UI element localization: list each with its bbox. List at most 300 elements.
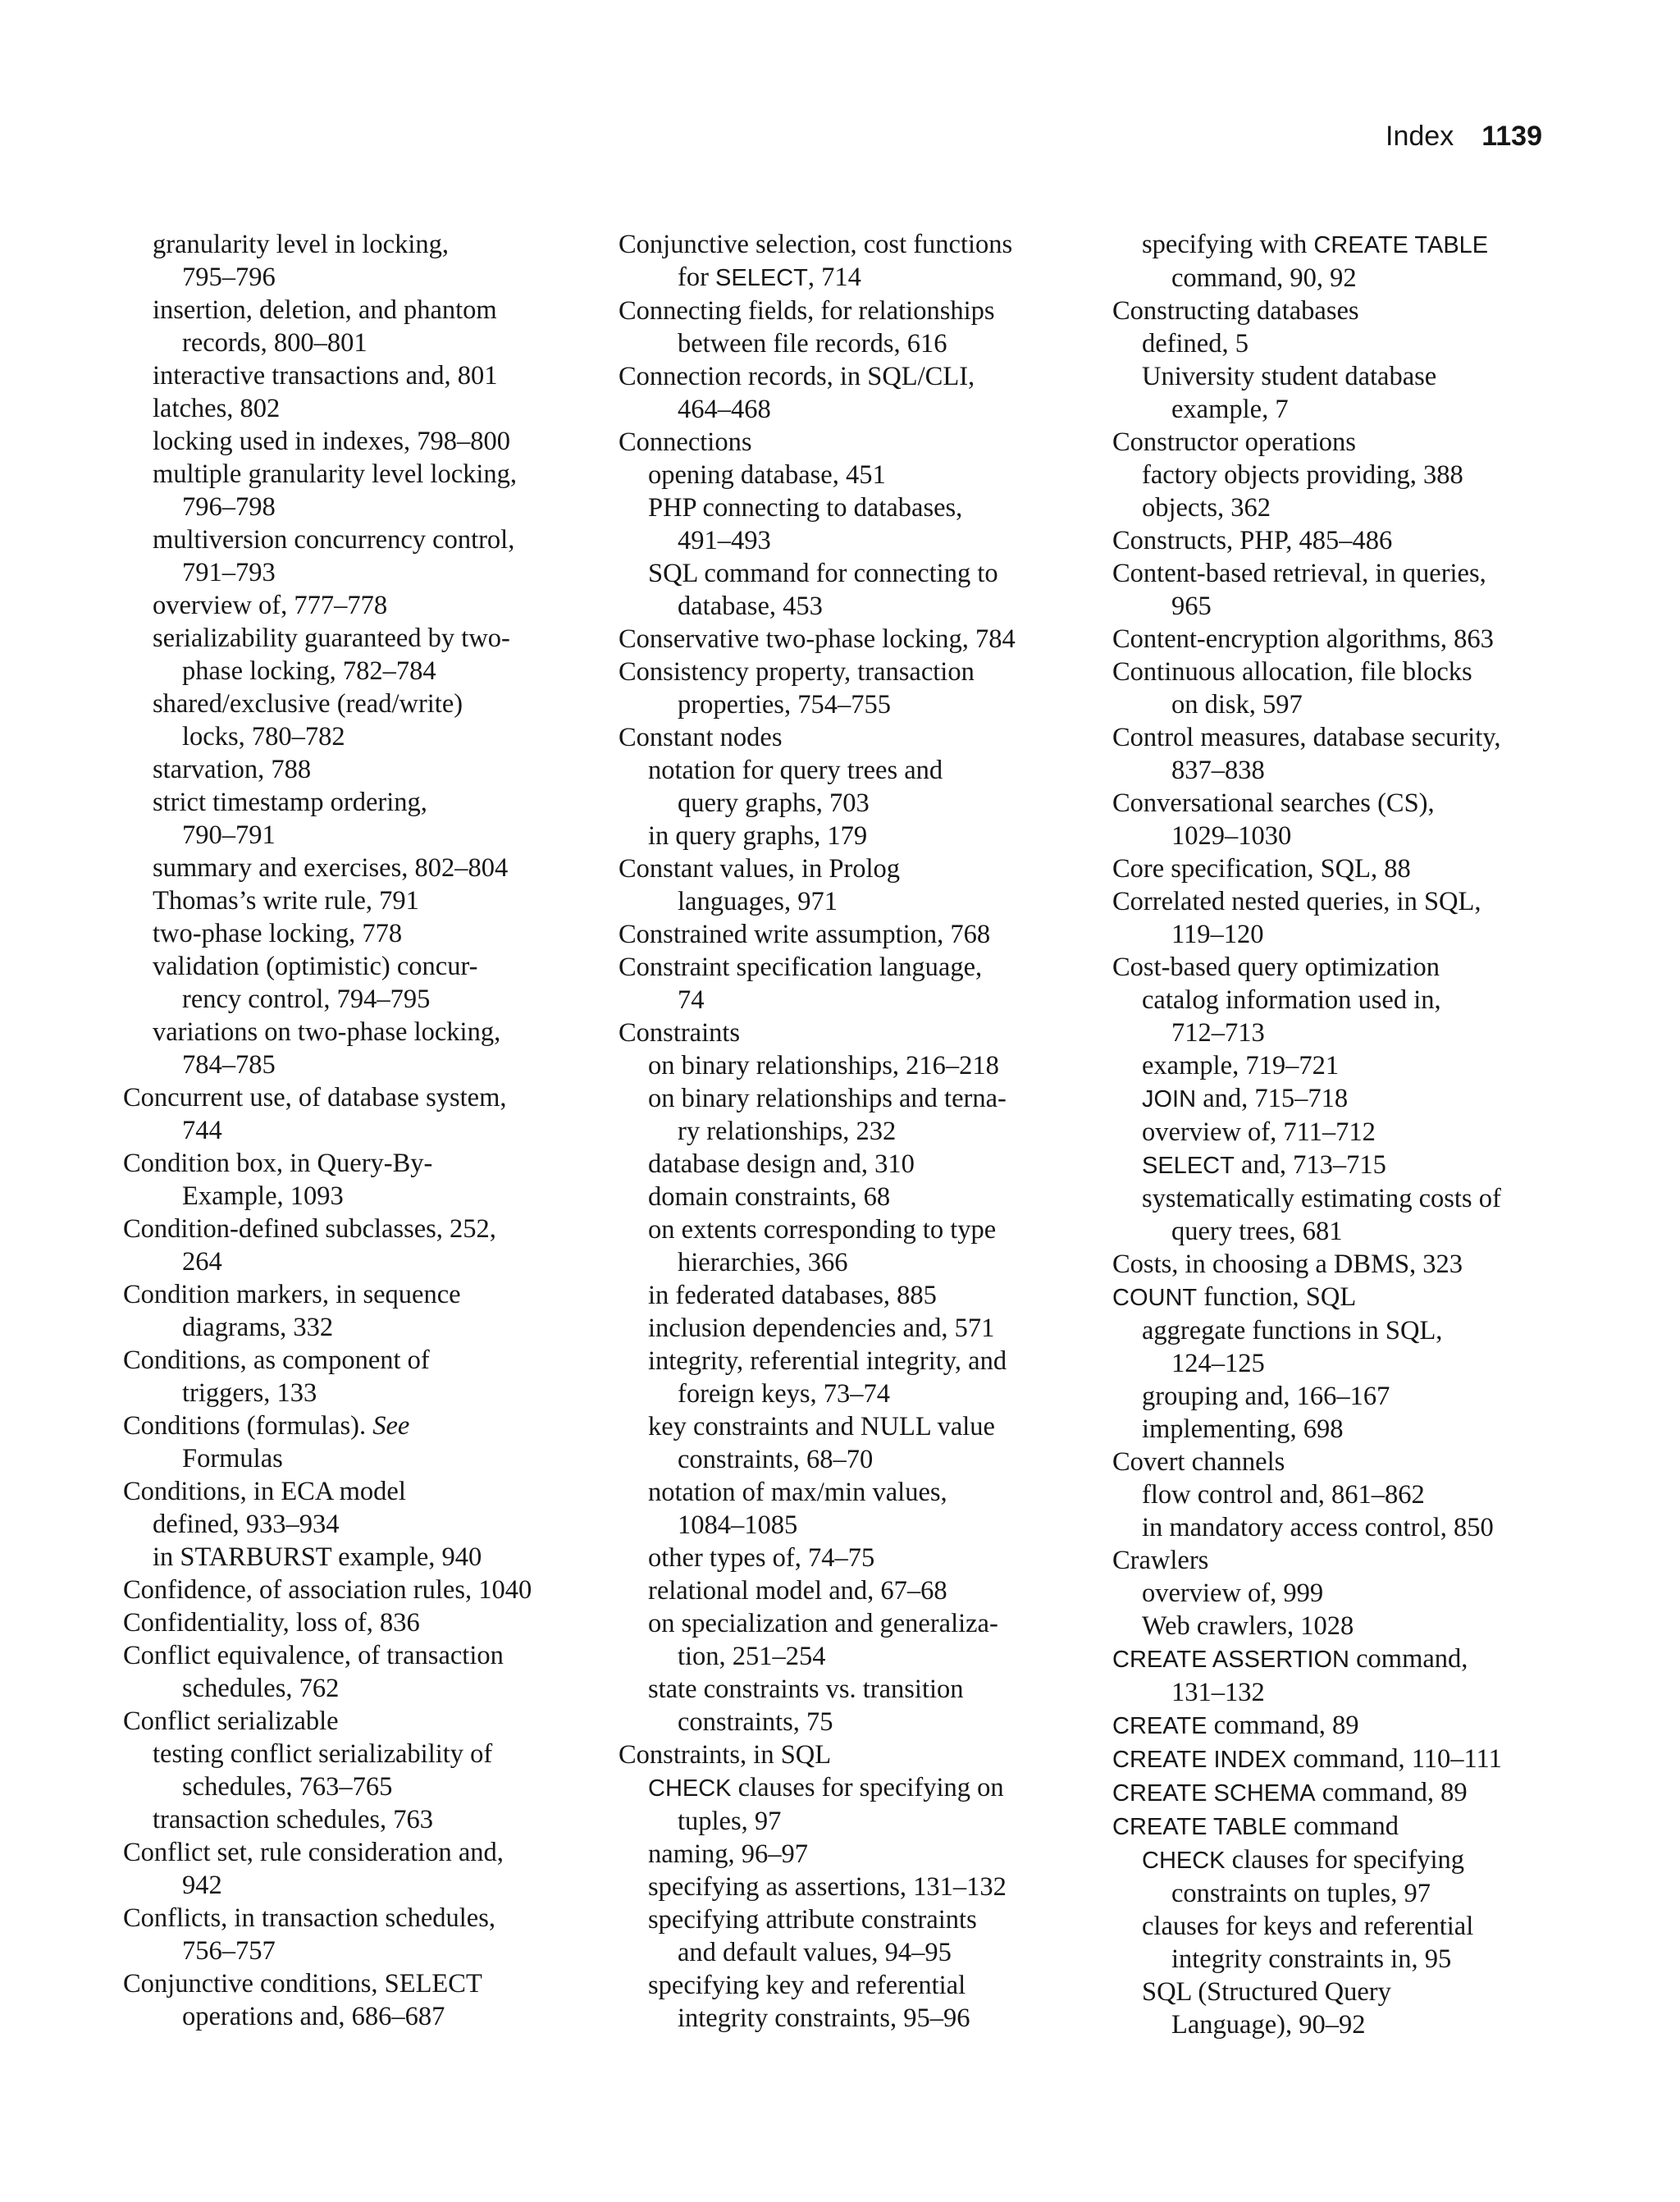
- entry-text: function, SQL: [1197, 1282, 1357, 1312]
- index-subentry: [123, 917, 591, 950]
- entry-text: Connections: [619, 427, 752, 457]
- page-number: 1139: [1481, 121, 1542, 152]
- entry-text: diagrams, 332: [182, 1313, 334, 1342]
- sql-keyword: COUNT: [1112, 1285, 1198, 1311]
- sql-keyword: CHECK: [648, 1775, 732, 1802]
- index-main-entry: [123, 1213, 591, 1245]
- index-subentry: [619, 1049, 1086, 1082]
- index-subentry: [619, 1673, 1086, 1706]
- index-entry-continuation: [123, 1770, 591, 1803]
- index-main-entry: [1112, 656, 1572, 688]
- index-main-entry: [1112, 557, 1572, 590]
- entry-text: starvation, 788: [153, 755, 312, 784]
- entry-text: other types of, 74–75: [648, 1543, 875, 1573]
- entry-text: Conflict set, rule consideration and,: [123, 1838, 504, 1867]
- index-subentry: [1112, 1314, 1572, 1347]
- entry-text: aggregate functions in SQL,: [1142, 1316, 1443, 1345]
- sql-keyword: CREATE SCHEMA: [1112, 1780, 1316, 1807]
- index-entry-continuation: [123, 1114, 591, 1147]
- entry-text: ry relationships, 232: [678, 1117, 897, 1146]
- entry-text: Conditions, in ECA model: [123, 1477, 406, 1506]
- entry-text: clauses for specifying on: [731, 1773, 1004, 1802]
- entry-text: properties, 754–755: [678, 690, 891, 720]
- entry-text: 756–757: [182, 1936, 276, 1966]
- entry-text: 1029–1030: [1171, 821, 1292, 851]
- index-main-entry: [1112, 1743, 1572, 1776]
- index-main-entry: [619, 295, 1086, 327]
- entry-text: factory objects providing, 388: [1142, 460, 1463, 490]
- entry-text: in query graphs, 179: [648, 821, 868, 851]
- entry-text: specifying key and referential: [648, 1971, 966, 2000]
- index-subentry: [1112, 984, 1572, 1016]
- entry-text: Control measures, database security,: [1112, 723, 1501, 752]
- sql-keyword: JOIN: [1142, 1086, 1197, 1112]
- entry-text: database, 453: [678, 592, 823, 621]
- index-main-entry: [123, 1606, 591, 1639]
- index-entry-continuation: [123, 819, 591, 852]
- entry-text: University student database: [1142, 362, 1437, 391]
- sql-keyword: SELECT: [1142, 1153, 1235, 1179]
- entry-text: records, 800–801: [182, 328, 368, 358]
- entry-text: command, 89: [1315, 1778, 1468, 1807]
- entry-text: 264: [182, 1247, 222, 1277]
- index-entry-continuation: [1112, 262, 1572, 295]
- index-entry-continuation: [619, 984, 1086, 1016]
- index-main-entry: [123, 1147, 591, 1180]
- entry-text: Constraint specification language,: [619, 953, 983, 982]
- index-main-entry: [1112, 787, 1572, 820]
- entry-text: operations and, 686–687: [182, 2002, 445, 2031]
- entry-text: Costs, in choosing a DBMS, 323: [1112, 1249, 1463, 1279]
- entry-text: Content-encryption algorithms, 863: [1112, 624, 1494, 654]
- entry-text: command, 90, 92: [1171, 263, 1357, 293]
- entry-text: SQL command for connecting to: [648, 559, 998, 588]
- index-subentry: [1112, 1843, 1572, 1877]
- index-subentry: [123, 688, 591, 720]
- index-subentry: [123, 884, 591, 917]
- entry-text: 712–713: [1171, 1018, 1265, 1048]
- entry-text: integrity constraints, 95–96: [678, 2003, 970, 2033]
- index-subentry: [619, 459, 1086, 491]
- entry-text: strict timestamp ordering,: [153, 788, 427, 817]
- entry-text: and, 713–715: [1234, 1150, 1386, 1180]
- entry-text: Conjunctive conditions, SELECT: [123, 1969, 482, 1999]
- index-main-entry: [1112, 1810, 1572, 1843]
- index-subentry: [619, 1574, 1086, 1607]
- entry-text: Continuous allocation, file blocks: [1112, 657, 1472, 687]
- index-entry-continuation: [123, 1672, 591, 1705]
- index-entry-continuation: [619, 1640, 1086, 1673]
- index-entry-continuation: [619, 261, 1086, 295]
- index-subentry: [619, 1871, 1086, 1903]
- entry-text: Crawlers: [1112, 1546, 1209, 1575]
- entry-text: opening database, 451: [648, 460, 886, 490]
- entry-text: on specialization and generaliza-: [648, 1609, 998, 1638]
- entry-text: Constructor operations: [1112, 427, 1356, 457]
- index-entry-continuation: [123, 1442, 591, 1475]
- index-entry-continuation: [123, 491, 591, 523]
- index-entry-continuation: [619, 1443, 1086, 1476]
- entry-text: on extents corresponding to type: [648, 1215, 997, 1245]
- entry-text: constraints, 68–70: [678, 1445, 874, 1474]
- index-main-entry: [1112, 1544, 1572, 1577]
- index-entry-continuation: [1112, 2008, 1572, 2041]
- index-subentry: [123, 1738, 591, 1770]
- index-entry-continuation: [619, 524, 1086, 557]
- index-subentry: [123, 753, 591, 786]
- entry-text: hierarchies, 366: [678, 1248, 848, 1277]
- entry-text: Web crawlers, 1028: [1142, 1611, 1354, 1641]
- index-main-entry: [123, 1081, 591, 1114]
- entry-text: database design and, 310: [648, 1149, 915, 1179]
- entry-text: 784–785: [182, 1050, 276, 1080]
- entry-text: Formulas: [182, 1444, 283, 1473]
- index-entry-continuation: [123, 261, 591, 294]
- index-subentry: [619, 820, 1086, 852]
- entry-text: 491–493: [678, 526, 771, 555]
- entry-text: command, 89: [1207, 1711, 1359, 1740]
- entry-text: in mandatory access control, 850: [1142, 1513, 1494, 1542]
- index-main-entry: [1112, 623, 1572, 656]
- entry-text: Condition box, in Query-By-: [123, 1149, 433, 1178]
- entry-text: multiple granularity level locking,: [153, 459, 518, 489]
- index-subentry: [123, 950, 591, 983]
- index-entry-continuation: [123, 1311, 591, 1344]
- entry-text: Connection records, in SQL/CLI,: [619, 362, 975, 391]
- index-entry-continuation: [619, 1246, 1086, 1279]
- entry-text: systematically estimating costs of: [1142, 1184, 1501, 1213]
- sql-keyword: CREATE TABLE: [1112, 1814, 1287, 1840]
- entry-text: triggers, 133: [182, 1378, 317, 1408]
- entry-text: granularity level in locking,: [153, 230, 450, 259]
- entry-text-prefix: for: [678, 263, 716, 292]
- index-subentry: [123, 392, 591, 425]
- index-entry-continuation: [619, 1509, 1086, 1542]
- entry-text: Constrained write assumption, 768: [619, 920, 991, 949]
- index-main-entry: [619, 426, 1086, 459]
- index-entry-continuation: [619, 1706, 1086, 1738]
- entry-text: command, 110–111: [1286, 1744, 1502, 1774]
- entry-text: notation of max/min values,: [648, 1478, 947, 1507]
- index-subentry: [619, 1279, 1086, 1312]
- index-entry-continuation: [619, 1936, 1086, 1969]
- entry-text: Correlated nested queries, in SQL,: [1112, 887, 1481, 916]
- entry-text: 796–798: [182, 492, 276, 522]
- entry-text: Example, 1093: [182, 1181, 344, 1211]
- index-subentry: [619, 1410, 1086, 1443]
- entry-text: Concurrent use, of database system,: [123, 1083, 507, 1112]
- index-subentry: [123, 523, 591, 556]
- index-subentry: [619, 1771, 1086, 1805]
- entry-text: schedules, 762: [182, 1674, 340, 1703]
- sql-keyword: CHECK: [1142, 1848, 1226, 1874]
- index-entry-continuation: [619, 393, 1086, 426]
- index-subentry: [1112, 1413, 1572, 1446]
- entry-text: 795–796: [182, 263, 276, 292]
- entry-text: multiversion concurrency control,: [153, 525, 515, 555]
- index-main-entry: [123, 1639, 591, 1672]
- entry-text: defined, 933–934: [153, 1510, 340, 1539]
- index-entry-continuation: [619, 1805, 1086, 1838]
- entry-text: naming, 96–97: [648, 1839, 808, 1869]
- index-main-entry: [1112, 885, 1572, 918]
- index-entry-continuation: [1112, 1676, 1572, 1709]
- index-main-entry: [1112, 951, 1572, 984]
- entry-text: specifying attribute constraints: [648, 1905, 977, 1935]
- entry-text: integrity constraints in, 95: [1171, 1944, 1452, 1974]
- entry-text: 74: [678, 985, 705, 1015]
- entry-text: languages, 971: [678, 887, 838, 916]
- index-column-2: [619, 228, 1086, 2035]
- entry-text: and, 715–718: [1196, 1084, 1349, 1113]
- entry-text: defined, 5: [1142, 329, 1249, 359]
- index-subentry: [1112, 1182, 1572, 1215]
- index-subentry: [123, 589, 591, 622]
- index-main-entry: [1112, 1281, 1572, 1314]
- entry-text: Constant values, in Prolog: [619, 854, 901, 884]
- index-main-entry: [619, 656, 1086, 688]
- index-subentry: [123, 228, 591, 261]
- index-entry-continuation: [1112, 688, 1572, 721]
- index-entry-continuation: [123, 1377, 591, 1409]
- entry-text: Condition-defined subclasses, 252,: [123, 1214, 496, 1244]
- header-section-label: Index: [1386, 121, 1454, 152]
- entry-text: Condition markers, in sequence: [123, 1280, 461, 1309]
- index-subentry: [123, 1508, 591, 1541]
- index-main-entry: [123, 1278, 591, 1311]
- index-main-entry: [123, 1836, 591, 1869]
- index-entry-continuation: [123, 1180, 591, 1213]
- entry-text: constraints, 75: [678, 1707, 833, 1737]
- entry-text: command: [1286, 1811, 1399, 1841]
- see-reference: See: [372, 1411, 410, 1441]
- index-main-entry: [619, 1016, 1086, 1049]
- entry-text: tion, 251–254: [678, 1642, 826, 1671]
- index-main-entry: [123, 1902, 591, 1935]
- entry-text: 791–793: [182, 558, 276, 587]
- entry-text: 837–838: [1171, 756, 1265, 785]
- index-subentry: [123, 425, 591, 458]
- index-entry-continuation: [1112, 1347, 1572, 1380]
- entry-text: Connecting fields, for relationships: [619, 296, 995, 326]
- entry-text: Confidence, of association rules, 1040: [123, 1575, 532, 1605]
- entry-text: overview of, 711–712: [1142, 1117, 1376, 1147]
- entry-text: Constraints, in SQL: [619, 1740, 832, 1770]
- entry-text: , 714: [807, 263, 861, 292]
- index-entry-continuation: [1112, 1877, 1572, 1910]
- index-subentry: [1112, 228, 1572, 262]
- index-subentry: [1112, 459, 1572, 491]
- entry-text: 124–125: [1171, 1349, 1265, 1378]
- index-entry-continuation: [619, 327, 1086, 360]
- entry-text: phase locking, 782–784: [182, 656, 436, 686]
- entry-text: Thomas’s write rule, 791: [153, 886, 419, 916]
- index-subentry: [619, 1312, 1086, 1345]
- index-entry-continuation: [123, 983, 591, 1016]
- entry-text: constraints on tuples, 97: [1171, 1879, 1431, 1908]
- entry-text: shared/exclusive (read/write): [153, 689, 463, 719]
- index-subentry: [619, 1345, 1086, 1377]
- index-subentry: [123, 622, 591, 655]
- index-main-entry: [1112, 524, 1572, 557]
- entry-text: two-phase locking, 778: [153, 919, 403, 948]
- index-column-1: [123, 228, 591, 2033]
- index-entry-continuation: [123, 720, 591, 753]
- index-entry-continuation: [1112, 1016, 1572, 1049]
- index-entry-continuation: [619, 590, 1086, 623]
- entry-text: example, 719–721: [1142, 1051, 1340, 1080]
- entry-text: key constraints and NULL value: [648, 1412, 995, 1441]
- entry-text: integrity, referential integrity, and: [648, 1346, 1007, 1376]
- entry-text: Constant nodes: [619, 723, 783, 752]
- index-entry-continuation: [1112, 1215, 1572, 1248]
- index-main-entry: [123, 1344, 591, 1377]
- entry-text: transaction schedules, 763: [153, 1805, 434, 1834]
- entry-text: 790–791: [182, 820, 276, 850]
- index-main-entry: [1112, 1642, 1572, 1676]
- entry-text: query graphs, 703: [678, 788, 870, 818]
- entry-text: 744: [182, 1116, 222, 1145]
- entry-text: Confidentiality, loss of, 836: [123, 1608, 420, 1638]
- index-subentry: [1112, 1149, 1572, 1182]
- index-subentry: [1112, 1577, 1572, 1610]
- entry-text: 464–468: [678, 395, 771, 424]
- entry-text: notation for query trees and: [648, 756, 943, 785]
- entry-text: specifying as assertions, 131–132: [648, 1872, 1007, 1902]
- index-entry-continuation: [619, 688, 1086, 721]
- entry-text: state constraints vs. transition: [648, 1674, 964, 1704]
- entry-text: Conservative two-phase locking, 784: [619, 624, 1016, 654]
- index-main-entry: [619, 721, 1086, 754]
- index-subentry: [123, 1803, 591, 1836]
- running-header: [1386, 120, 1542, 153]
- sql-keyword: SELECT: [715, 265, 808, 291]
- index-entry-continuation: [123, 1935, 591, 1967]
- entry-text: interactive transactions and, 801: [153, 361, 498, 391]
- entry-text: 942: [182, 1871, 222, 1900]
- index-subentry: [619, 1903, 1086, 1936]
- index-subentry: [619, 754, 1086, 787]
- entry-text: schedules, 763–765: [182, 1772, 393, 1802]
- entry-text: catalog information used in,: [1142, 985, 1441, 1015]
- sql-keyword: CREATE ASSERTION: [1112, 1647, 1349, 1673]
- index-entry-continuation: [619, 1377, 1086, 1410]
- entry-text: Constructing databases: [1112, 296, 1359, 326]
- entry-text: overview of, 777–778: [153, 591, 388, 620]
- entry-text: latches, 802: [153, 394, 281, 423]
- entry-text: 131–132: [1171, 1678, 1265, 1707]
- entry-text-prefix: specifying with: [1142, 230, 1314, 259]
- entry-text: insertion, deletion, and phantom: [153, 295, 497, 325]
- entry-text: locks, 780–782: [182, 722, 345, 752]
- entry-text: overview of, 999: [1142, 1578, 1324, 1608]
- entry-text: implementing, 698: [1142, 1414, 1344, 1444]
- entry-text: testing conflict serializability of: [153, 1739, 493, 1769]
- index-subentry: [1112, 1082, 1572, 1116]
- entry-text: query trees, 681: [1171, 1217, 1343, 1246]
- index-entry-continuation: [123, 655, 591, 688]
- entry-text: between file records, 616: [678, 329, 947, 359]
- index-entry-continuation: [1112, 918, 1572, 951]
- entry-text: validation (optimistic) concur-: [153, 952, 478, 981]
- index-subentry: [123, 359, 591, 392]
- entry-text: relational model and, 67–68: [648, 1576, 947, 1606]
- index-subentry: [1112, 360, 1572, 393]
- index-main-entry: [619, 228, 1086, 261]
- index-subentry: [123, 852, 591, 884]
- entry-text: on binary relationships, 216–218: [648, 1051, 999, 1080]
- index-main-entry: [1112, 295, 1572, 327]
- index-subentry: [123, 294, 591, 327]
- index-subentry: [1112, 1511, 1572, 1544]
- index-subentry: [1112, 491, 1572, 524]
- index-entry-continuation: [123, 1245, 591, 1278]
- index-entry-continuation: [1112, 590, 1572, 623]
- index-subentry: [1112, 1049, 1572, 1082]
- index-main-entry: [123, 1705, 591, 1738]
- index-main-entry: [619, 360, 1086, 393]
- entry-text: in federated databases, 885: [648, 1281, 937, 1310]
- index-subentry: [619, 1607, 1086, 1640]
- entry-text: Conversational searches (CS),: [1112, 788, 1435, 818]
- index-main-entry: [619, 1738, 1086, 1771]
- index-main-entry: [123, 1409, 591, 1442]
- index-entry-continuation: [123, 2000, 591, 2033]
- index-column-3: [1112, 228, 1572, 2041]
- index-main-entry: [1112, 721, 1572, 754]
- index-main-entry: [619, 852, 1086, 885]
- index-entry-continuation: [123, 327, 591, 359]
- index-entry-continuation: [123, 1869, 591, 1902]
- sql-keyword: CREATE: [1112, 1713, 1208, 1739]
- index-subentry: [619, 1181, 1086, 1213]
- sql-keyword: CREATE TABLE: [1313, 232, 1489, 258]
- index-subentry: [123, 1016, 591, 1048]
- entry-text: Covert channels: [1112, 1447, 1285, 1477]
- index-main-entry: [1112, 1776, 1572, 1810]
- index-main-entry: [123, 1967, 591, 2000]
- index-subentry: [619, 1476, 1086, 1509]
- index-entry-continuation: [619, 787, 1086, 820]
- index-main-entry: [1112, 1248, 1572, 1281]
- entry-text: Language), 90–92: [1171, 2010, 1366, 2040]
- index-subentry: [123, 786, 591, 819]
- index-main-entry: [1112, 426, 1572, 459]
- index-subentry: [1112, 1910, 1572, 1943]
- index-subentry: [619, 557, 1086, 590]
- index-entry-continuation: [123, 1048, 591, 1081]
- index-subentry: [123, 458, 591, 491]
- entry-text: foreign keys, 73–74: [678, 1379, 891, 1409]
- index-subentry: [1112, 327, 1572, 360]
- entry-text: Conflict equivalence, of transaction: [123, 1641, 504, 1670]
- entry-text: 1084–1085: [678, 1510, 798, 1540]
- index-entry-continuation: [1112, 754, 1572, 787]
- index-subentry: [1112, 1976, 1572, 2008]
- entry-text: rency control, 794–795: [182, 985, 431, 1014]
- entry-text: summary and exercises, 802–804: [153, 853, 509, 883]
- index-main-entry: [1112, 852, 1572, 885]
- index-subentry: [619, 1213, 1086, 1246]
- index-subentry: [1112, 1380, 1572, 1413]
- entry-text: Cost-based query optimization: [1112, 953, 1440, 982]
- index-main-entry: [619, 623, 1086, 656]
- sql-keyword: CREATE INDEX: [1112, 1747, 1287, 1773]
- index-entry-continuation: [1112, 1943, 1572, 1976]
- entry-text: Content-based retrieval, in queries,: [1112, 559, 1486, 588]
- index-entry-continuation: [619, 885, 1086, 918]
- entry-text: Conflicts, in transaction schedules,: [123, 1903, 496, 1933]
